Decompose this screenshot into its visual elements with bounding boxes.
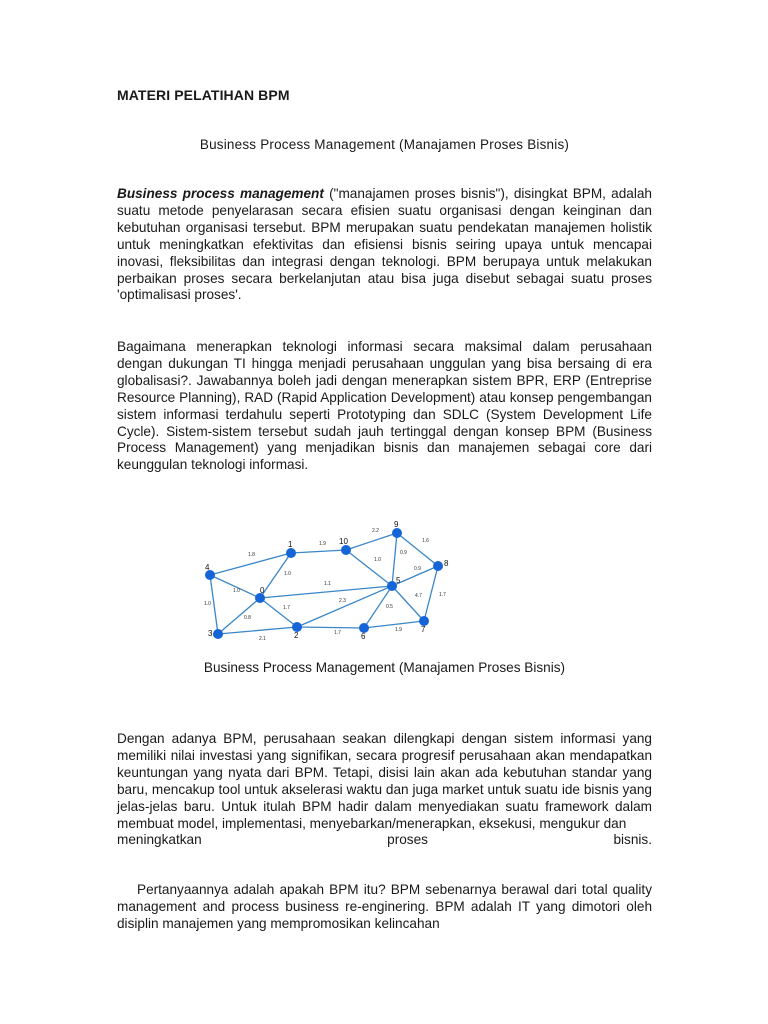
node-label-1: 1 [288,540,293,549]
edge-10-9 [346,533,397,550]
edge-5-7 [392,586,424,621]
paragraph-benefits [117,731,652,849]
edge-weight-label: 1.0 [374,557,381,563]
node-label-6: 6 [361,632,366,641]
edge-weight-label: 0.9 [400,550,407,556]
edge-weight-label: 1.1 [324,581,331,587]
edge-4-0 [210,575,260,598]
node-label-7: 7 [421,625,426,634]
node-label-2: 2 [294,631,299,640]
edge-weight-label: 1.9 [319,541,326,547]
paragraph-benefits-last-line: meningkatkan proses bisnis. [117,832,652,848]
node-3 [213,629,223,639]
paragraph-technology: Bagaimana menerapkan teknologi informasi secara maksimal dalam perusahaan dengan dukungan TI hingga menjadi perusahaan unggulan yang bisa bersaing di era globalisasi?. Jawabannya boleh jadi dengan menerapkan sistem BPR, ERP (Entreprise Resource Planning), RAD (Rapid Application Development) atau konsep pengembangan sistem informasi terdahulu seperti Prototyping dan SDLC (System Development Life Cycle). Sistem-sistem tersebut sudah jauh tertinggal dengan konsep BPM (Business Process Management) yang menjadikan bisnis dan manajemen sebagai core dari keunggulan teknologi informasi. [117,339,652,473]
paragraph-intro-lead: Business process management [117,186,324,201]
edge-3-2 [218,627,297,634]
edge-weight-label: 2.1 [259,636,266,642]
node-label-0: 0 [260,586,265,595]
edge-0-2 [260,598,297,627]
edge-1-10 [291,550,346,553]
edge-weight-label: 1.0 [233,588,240,594]
node-label-5: 5 [396,576,401,585]
edge-weight-label: 1.7 [334,630,341,636]
edge-weight-label: 0.8 [244,615,251,621]
edge-0-3 [218,598,260,634]
paragraph-intro [117,186,652,304]
edge-weight-label: 1.6 [422,538,429,544]
edge-weight-label: 2.3 [339,598,346,604]
edge-4-3 [210,575,218,634]
edge-10-5 [346,550,392,586]
edge-weight-label: 1.0 [204,601,211,607]
document-title: MATERI PELATIHAN BPM [117,87,290,103]
node-9 [392,528,402,538]
node-10 [341,545,351,555]
node-label-10: 10 [339,537,348,546]
edge-weight-label: 1.9 [395,627,402,633]
edge-weight-label: 1.7 [283,605,290,611]
network-diagram [196,508,466,648]
edge-2-6 [297,627,364,628]
node-1 [286,548,296,558]
paragraph-question: Pertanyaannya adalah apakah BPM itu? BPM sebenarnya berawal dari total quality management and process business re-enginering. BPM adalah IT yang dimotori oleh disiplin manajemen yang mempromosikan kelincahan [117,882,652,931]
edge-8-7 [424,566,438,621]
figure-caption: Business Process Management (Manajamen Proses Bisnis) [203,660,566,675]
edge-weight-label: 0.9 [414,566,421,572]
edge-0-5 [260,586,392,598]
node-label-9: 9 [394,520,399,529]
edge-weight-label: 4.7 [415,593,422,599]
paragraph-intro-body: ("manajamen proses bisnis"), disingkat BPM, adalah suatu metode penyelarasan secara efisien suatu organisasi dengan keinginan dan kebutuhan organisasi tersebut. BPM merupakan suatu pendekatan manajemen holistik untuk meningkatkan efektivitas dan efisiensi bisnis seiring upaya untuk mencapai inovasi, fleksibilitas dan integrasi dengan teknologi. BPM berupaya untuk melakukan perbaikan proses secara berkelanjutan atau bisa juga disebut sebagai suatu proses 'optimalisasi proses'. [117,186,652,303]
node-label-8: 8 [444,559,449,568]
edge-6-7 [364,621,424,628]
node-label-4: 4 [205,563,210,572]
node-8 [433,561,443,571]
node-label-3: 3 [208,629,213,638]
edge-weight-label: 1.8 [248,552,255,558]
edge-weight-label: 0.5 [386,604,393,610]
paragraph-benefits-main: Dengan adanya BPM, perusahaan seakan dilengkapi dengan sistem informasi yang memiliki nilai investasi yang signifikan, secara progresif perusahaan akan mendapatkan keuntungan yang nyata dari BPM. Tetapi, disisi lain akan ada kebutuhan standar yang baru, mencakup tool untuk akselerasi waktu dan juga market untuk suatu ide bisnis yang jelas-jelas baru. Untuk itulah BPM hadir dalam menyediakan suatu framework dalam membuat model, implementasi, menyebarkan/menerapkan, eksekusi, mengukur dan [117,731,652,831]
edge-weight-label: 1.0 [284,571,291,577]
edge-weight-label: 1.7 [439,592,446,598]
network-diagram-figure [196,508,466,648]
edge-weight-label: 2.2 [372,528,379,534]
document-subtitle: Business Process Management (Manajamen Proses Bisnis) [199,137,570,152]
